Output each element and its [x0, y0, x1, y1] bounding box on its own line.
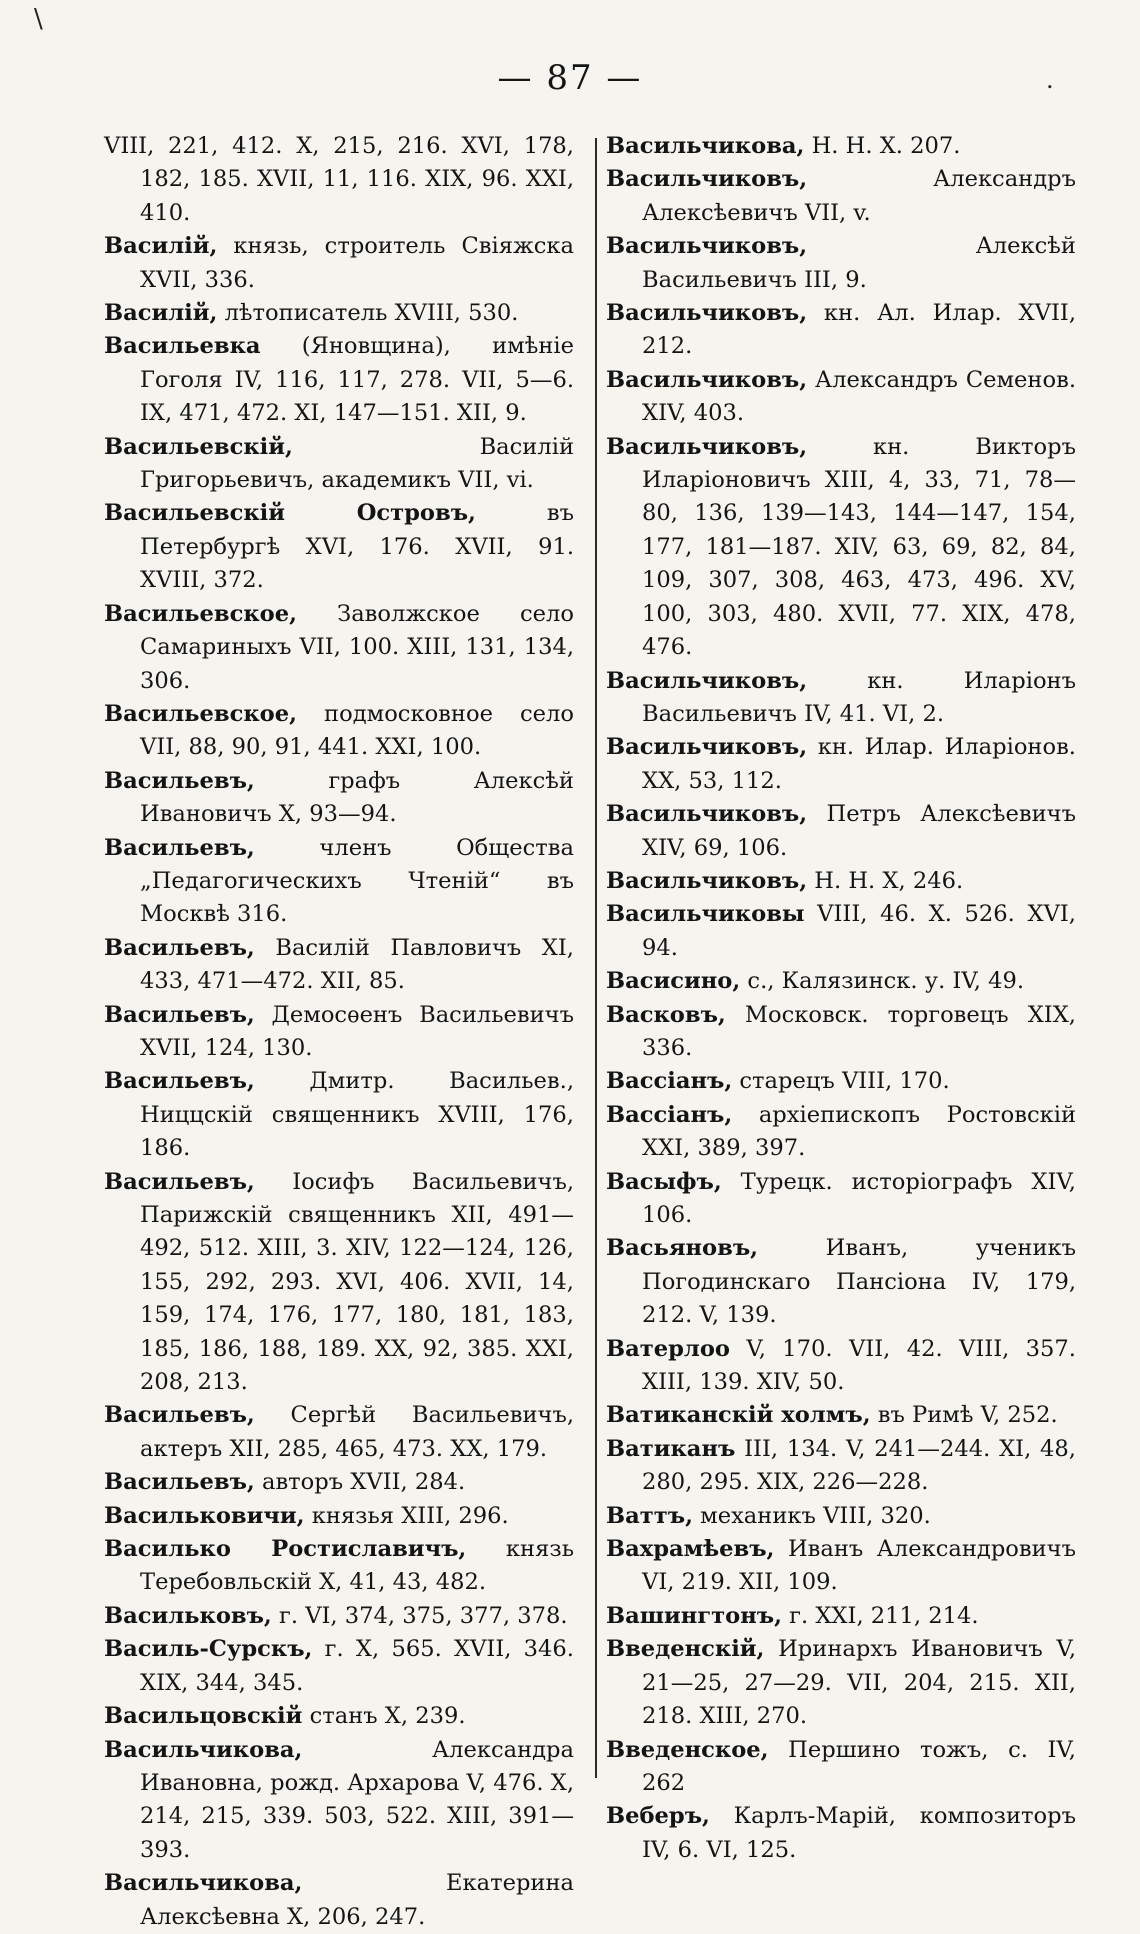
entry-headword: Васильчиковъ, [606, 867, 808, 894]
entry-references: кн. Илар. Иларіонов. XX, 53, 112. [642, 734, 1076, 794]
index-entry [104, 698, 574, 765]
entry-headword: Ватерлоо [606, 1335, 730, 1362]
index-entry [606, 297, 1076, 364]
entry-references: (Яновщина), имѣніе Гоголя IV, 116, 117, 278. VII, 5—6. IX, 471, 472. XI, 147—151. XII, 9. [140, 333, 574, 427]
index-entry [606, 865, 1076, 898]
entry-headword: Ваттъ, [606, 1502, 693, 1529]
index-entry [606, 1166, 1076, 1233]
entry-references: VIII, 221, 412. X, 215, 216. XVI, 178, 182, 185. XVII, 11, 116. XIX, 96. XXI, 410. [104, 133, 574, 226]
entry-headword: Вахрамѣевъ, [606, 1536, 775, 1563]
index-entry [606, 1333, 1076, 1400]
entry-headword: Васильчиковъ, [606, 233, 808, 260]
entry-references: Першино тожъ, с. IV, 262 [642, 1736, 1076, 1796]
entry-headword: Васильчикова, [104, 1870, 303, 1897]
entry-references: станъ X, 239. [302, 1703, 466, 1730]
entry-headword: Введенское, [606, 1736, 769, 1763]
entry-references: г. X, 565. XVII, 346. XIX, 344, 345. [140, 1636, 574, 1696]
index-entry [606, 1099, 1076, 1166]
index-entry [606, 431, 1076, 665]
entry-headword: Васильчиковъ, [606, 801, 808, 828]
entry-references: Карлъ-Марій, композиторъ IV, 6. VI, 125. [642, 1803, 1076, 1863]
corner-dot: . [1046, 66, 1054, 94]
index-entry [606, 364, 1076, 431]
entry-headword: Васильевъ, [104, 934, 255, 961]
entry-references: Турецк. исторіографъ XIV, 106. [642, 1168, 1076, 1228]
entry-references: Василій Григорьевичъ, академикъ VII, vi. [140, 433, 574, 494]
entry-headword: Васильевка [104, 333, 261, 360]
entry-references: графъ Алексѣй Ивановичъ X, 93—94. [140, 767, 574, 828]
entry-headword: Вашингтонъ, [606, 1602, 782, 1629]
index-entry [104, 330, 574, 430]
index-entry [104, 1533, 574, 1600]
left-column [104, 130, 574, 1934]
index-entry [104, 230, 574, 297]
right-column [606, 130, 1076, 1867]
entry-references: подмосковное село VII, 88, 90, 91, 441. XXI, 100. [140, 700, 574, 761]
entry-references: старецъ VIII, 170. [732, 1068, 950, 1095]
entry-headword: Вассіанъ, [606, 1068, 733, 1095]
entry-headword: Васильевъ, [104, 1001, 255, 1028]
entry-headword: Васильчикова, [606, 133, 805, 159]
index-entry [606, 665, 1076, 732]
entry-references: Сергѣй Васильевичъ, актеръ XII, 285, 465, 473. XX, 179. [140, 1402, 574, 1462]
entry-headword: Василій, [104, 300, 218, 327]
entry-headword: Васильковъ, [104, 1602, 272, 1629]
entry-references: V, 170. VII, 42. VIII, 357. XIII, 139. XIV, 50. [642, 1335, 1076, 1396]
entry-headword: Васильчиковъ, [606, 667, 808, 694]
entry-headword: Васковъ, [606, 1001, 726, 1028]
entry-references: Московск. торговецъ XIX, 336. [642, 1001, 1076, 1061]
entry-headword: Васисино, [606, 968, 741, 995]
index-entry [104, 1600, 574, 1633]
entry-references: Демосѳенъ Васильевичъ XVII, 124, 130. [140, 1001, 574, 1061]
entry-references: лѣтописатель XVIII, 530. [217, 300, 519, 327]
entry-references: Иванъ Александровичъ VI, 219. XII, 109. [642, 1536, 1076, 1596]
entry-headword: Васильевское, [104, 600, 297, 627]
entry-references: Александра Ивановна, рожд. Архарова V, 476. X, 214, 215, 339. 503, 522. XIII, 391—393. [140, 1736, 575, 1863]
entry-headword: Васильчиковъ, [606, 433, 808, 460]
index-entry [606, 1800, 1076, 1867]
entry-references: кн. Викторъ Иларіоновичъ XIII, 4, 33, 71, 78—80, 136, 139—143, 144—147, 154, 177, 181—187. XIV, 63, 69, 82, 84, 109, 307, 308, 463, 473, 496. XV, 100, 303, 480. XVII, 77. XIX, 478, 476. [642, 433, 1076, 661]
entry-headword: Васильевскій Островъ, [104, 500, 476, 527]
entry-headword: Васильевское, [104, 700, 297, 727]
entry-references: III, 134. V, 241—244. XI, 48, 280, 295. XIX, 226—228. [642, 1435, 1076, 1496]
index-entry [606, 1065, 1076, 1098]
index-entry [104, 1399, 574, 1466]
entry-headword: Васильчиковъ, [606, 366, 808, 393]
entry-references: г. VI, 374, 375, 377, 378. [271, 1602, 568, 1629]
index-entry [104, 297, 574, 330]
entry-references: Иринархъ Ивановичъ V, 21—25, 27—29. VII, 204, 215. XII, 218. XIII, 270. [642, 1636, 1076, 1730]
entry-headword: Василь-Сурскъ, [104, 1636, 313, 1663]
index-entry [606, 1433, 1076, 1500]
index-entry [606, 1533, 1076, 1600]
entry-headword: Веберъ, [606, 1803, 710, 1830]
entry-references: князь Теребовльскій X, 41, 43, 482. [140, 1536, 574, 1596]
entry-references: Заволжское село Самариныхъ VII, 100. XIII, 131, 134, 306. [140, 600, 574, 694]
entry-references: Іосифъ Васильевичъ, Парижскій священникъ XII, 491—492, 512. XIII, 3. XIV, 122—124, 126, 155, 292, 293. XVI, 406. XVII, 14, 159, 174, 176, 177, 180, 181, 183, 185, 186, 188, 189. XX, 92, 385. XXI, 208, 213. [140, 1168, 574, 1396]
entry-headword: Васильевъ, [104, 834, 255, 861]
entry-references: Н. Н. X. 207. [804, 133, 961, 159]
index-entry [104, 765, 574, 832]
index-entry [104, 1065, 574, 1165]
index-entry [606, 1399, 1076, 1432]
page-number: — 87 — [497, 58, 643, 98]
index-entry [606, 1500, 1076, 1533]
entry-references: кн. Ал. Илар. XVII, 212. [642, 300, 1076, 360]
index-entry [104, 1700, 574, 1733]
entry-references: Екатерина Алексѣевна X, 206, 247. [140, 1870, 574, 1930]
entry-references: Александръ Алексѣевичъ VII, v. [642, 166, 1076, 226]
index-entry [606, 1232, 1076, 1332]
entry-headword: Васильевъ, [104, 1402, 255, 1429]
index-entry [104, 1633, 574, 1700]
entry-headword: Васильевъ, [104, 767, 255, 794]
entry-references: князь, строитель Свіяжска XVII, 336. [140, 233, 574, 293]
index-entry [104, 130, 574, 230]
entry-headword: Введенскій, [606, 1636, 765, 1663]
index-entry [606, 1734, 1076, 1801]
index-entry [104, 1500, 574, 1533]
index-entry [104, 497, 574, 597]
entry-headword: Ватиканъ [606, 1435, 736, 1462]
entry-references: членъ Общества „Педагогическихъ Чтеній“ въ Москвѣ 316. [140, 834, 574, 928]
entry-headword: Васильевъ, [104, 1469, 255, 1496]
entry-headword: Васильчикова, [104, 1736, 303, 1763]
index-entry [606, 1633, 1076, 1733]
entry-headword: Вассіанъ, [606, 1101, 733, 1128]
index-entry [606, 1600, 1076, 1633]
entry-references: князья XIII, 296. [304, 1502, 509, 1529]
index-entry [606, 999, 1076, 1066]
index-entry [104, 1734, 574, 1868]
entry-headword: Васильевъ, [104, 1168, 255, 1195]
entry-headword: Васильевъ, [104, 1068, 255, 1095]
entry-references: г. XXI, 211, 214. [781, 1602, 979, 1629]
entry-headword: Васыфъ, [606, 1168, 722, 1195]
entry-references: Дмитр. Васильев., Ниццскій священникъ XVIII, 176, 186. [140, 1068, 574, 1162]
entry-headword: Василько Ростиславичъ, [104, 1536, 467, 1563]
entry-references: авторъ XVII, 284. [254, 1469, 466, 1496]
entry-headword: Васильевскій, [104, 433, 293, 460]
entry-headword: Ватиканскій холмъ, [606, 1402, 871, 1429]
index-entry [606, 163, 1076, 230]
entry-headword: Васильчиковъ, [606, 166, 808, 193]
index-entry [104, 1466, 574, 1499]
entry-references: Н. Н. X, 246. [807, 867, 964, 894]
index-entry [104, 832, 574, 932]
index-entry [104, 598, 574, 698]
entry-headword: Васильчиковъ, [606, 300, 808, 327]
index-entry [606, 798, 1076, 865]
entry-references: архіепископъ Ростовскій XXI, 389, 397. [642, 1101, 1076, 1162]
entry-references: Алексѣй Васильевичъ III, 9. [642, 233, 1076, 293]
index-entry [104, 999, 574, 1066]
entry-references: кн. Иларіонъ Васильевичъ IV, 41. VI, 2. [642, 667, 1076, 727]
index-entry [606, 731, 1076, 798]
entry-headword: Васильчиковъ, [606, 734, 808, 761]
entry-references: VIII, 46. X. 526. XVI, 94. [642, 901, 1076, 961]
entry-references: Василій Павловичъ XI, 433, 471—472. XII, 85. [140, 934, 574, 995]
corner-mark: \ [34, 4, 43, 34]
index-entry [606, 230, 1076, 297]
index-entry [606, 898, 1076, 965]
index-entry [104, 431, 574, 498]
entry-headword: Васильковичи, [104, 1502, 305, 1529]
entry-references: Петръ Алексѣевичъ XIV, 69, 106. [642, 801, 1076, 861]
entry-references: въ Петербургѣ XVI, 176. XVII, 91. XVIII, 372. [140, 500, 575, 594]
entry-references: Александръ Семенов. XIV, 403. [642, 366, 1076, 427]
entry-headword: Василій, [104, 233, 218, 260]
index-entry [606, 130, 1076, 163]
entry-references: с., Калязинск. у. IV, 49. [740, 968, 1025, 995]
entry-headword: Васьяновъ, [606, 1235, 759, 1262]
entry-references: Иванъ, ученикъ Погодинскаго Пансіона IV, 179, 212. V, 139. [642, 1235, 1076, 1329]
index-entry [104, 1166, 574, 1400]
index-entry [104, 1867, 574, 1934]
entry-references: механикъ VIII, 320. [692, 1502, 931, 1529]
column-divider [595, 138, 597, 1778]
entry-headword: Васильчиковы [606, 901, 805, 928]
index-entry [606, 965, 1076, 998]
entry-headword: Васильцовскій [104, 1703, 303, 1730]
entry-references: въ Римѣ V, 252. [870, 1402, 1058, 1429]
index-entry [104, 932, 574, 999]
